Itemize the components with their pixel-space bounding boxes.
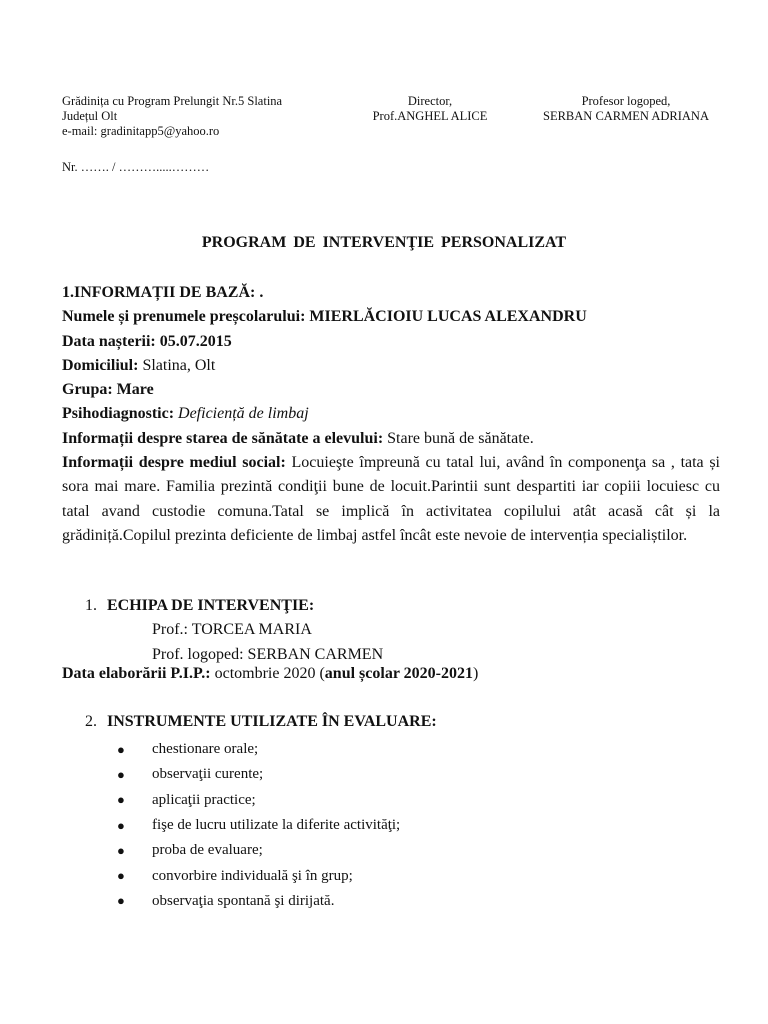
child-name-row [62, 305, 720, 329]
institution-name: Grădinița cu Program Prelungit Nr.5 Slatina [62, 94, 283, 108]
document-title: PROGRAM DE INTERVENŢIE PERSONALIZAT [201, 234, 567, 251]
section-instruments-number: 2. [85, 713, 97, 730]
list-item-text: aplicaţii practice; [152, 791, 256, 808]
bullet-icon: ● [117, 741, 125, 757]
registration-number: Nr. ……. / ……….....……… [62, 160, 210, 174]
section-team-heading-row [85, 594, 383, 618]
birth-date-row [62, 330, 720, 354]
home-row [62, 354, 720, 378]
section-instruments [85, 713, 437, 731]
group-value: Mare [116, 381, 154, 399]
child-name-value: MIERLĂCIOIU LUCAS ALEXANDRU [309, 308, 587, 326]
director-block [365, 94, 495, 124]
group-row [62, 378, 720, 402]
section-team-number: 1. [85, 597, 97, 614]
section-instruments-heading: INSTRUMENTE UTILIZATE ÎN EVALUARE: [107, 713, 437, 730]
team-member: Prof.: TORCEA MARIA [152, 621, 312, 639]
institution-county: Județul Olt [62, 109, 118, 123]
director-name: Prof.ANGHEL ALICE [372, 109, 488, 123]
section-basic-info [62, 281, 720, 548]
logoped-block [533, 94, 719, 124]
health-row [62, 427, 720, 451]
list-item [117, 838, 400, 863]
social-label: Informații despre mediul social: [62, 454, 286, 472]
home-value: Slatina, Olt [142, 356, 216, 374]
social-value: Locuieşte împreună cu tatal lui, având în componenţa sa , tata și sora mai mare. Familia prezintă condiţii bune de locuit.Parintii sunt despartiti iar copiii locuiesc cu tatal avand custodie comuna.Tatal se implică în activitatea copilului atât acasă cât și la grădiniță.Copilul prezinta deficiente de limbaj astfel încât este nevoie de intervenția specialiștilor. [62, 454, 721, 544]
section-team [85, 594, 383, 667]
elaboration-date-row [62, 665, 478, 683]
list-item [117, 813, 400, 838]
elaboration-date-close: ) [472, 665, 479, 682]
psychodiagnostic-label: Psihodiagnostic: [62, 405, 175, 423]
birth-date-label: Data nașterii: [62, 332, 156, 350]
bullet-icon: ● [117, 817, 125, 833]
list-item [117, 788, 400, 813]
team-member: Prof. logoped: SERBAN CARMEN [152, 645, 384, 663]
institution-block [62, 94, 282, 139]
list-item [117, 737, 400, 762]
social-row [62, 451, 720, 548]
psychodiagnostic-row [62, 402, 720, 426]
bullet-icon: ● [117, 842, 125, 858]
list-item [117, 863, 400, 888]
psychodiagnostic-value: Deficiență de limbaj [178, 405, 309, 423]
list-item [117, 762, 400, 787]
school-year: anul școlar 2020-2021 [324, 665, 473, 682]
home-label: Domiciliul: [62, 356, 139, 374]
director-title: Director, [407, 94, 453, 108]
elaboration-date-label: Data elaborării P.I.P.: [62, 665, 211, 682]
list-item [117, 889, 400, 914]
list-item-text: proba de evaluare; [152, 842, 263, 859]
child-name-label: Numele și prenumele preșcolarului: [62, 308, 306, 326]
section-basic-info-heading: 1.INFORMAȚII DE BAZĂ: . [62, 284, 264, 301]
institution-email: e-mail: gradinitapp5@yahoo.ro [62, 124, 220, 138]
elaboration-date-value: octombrie 2020 ( [210, 665, 325, 682]
instruments-list [117, 737, 400, 914]
list-item-text: fişe de lucru utilizate la diferite activităţi; [152, 817, 401, 834]
health-label: Informații despre starea de sănătate a elevului: [62, 429, 384, 447]
bullet-icon: ● [117, 792, 125, 808]
bullet-icon: ● [117, 766, 125, 782]
birth-date-value: 05.07.2015 [159, 332, 232, 350]
list-item-text: convorbire individuală şi în grup; [152, 867, 353, 884]
list-item-text: observaţia spontană şi dirijată. [152, 892, 335, 909]
logoped-name: SERBAN CARMEN ADRIANA [543, 109, 709, 123]
health-value: Stare bună de sănătate. [387, 429, 534, 447]
section-team-heading: ECHIPA DE INTERVENŢIE: [107, 597, 315, 614]
bullet-icon: ● [117, 868, 125, 884]
group-label: Grupa: [62, 381, 113, 399]
logoped-title: Profesor logoped, [581, 94, 671, 108]
list-item-text: chestionare orale; [152, 741, 259, 758]
list-item-text: observaţii curente; [152, 766, 264, 783]
bullet-icon: ● [117, 893, 125, 909]
